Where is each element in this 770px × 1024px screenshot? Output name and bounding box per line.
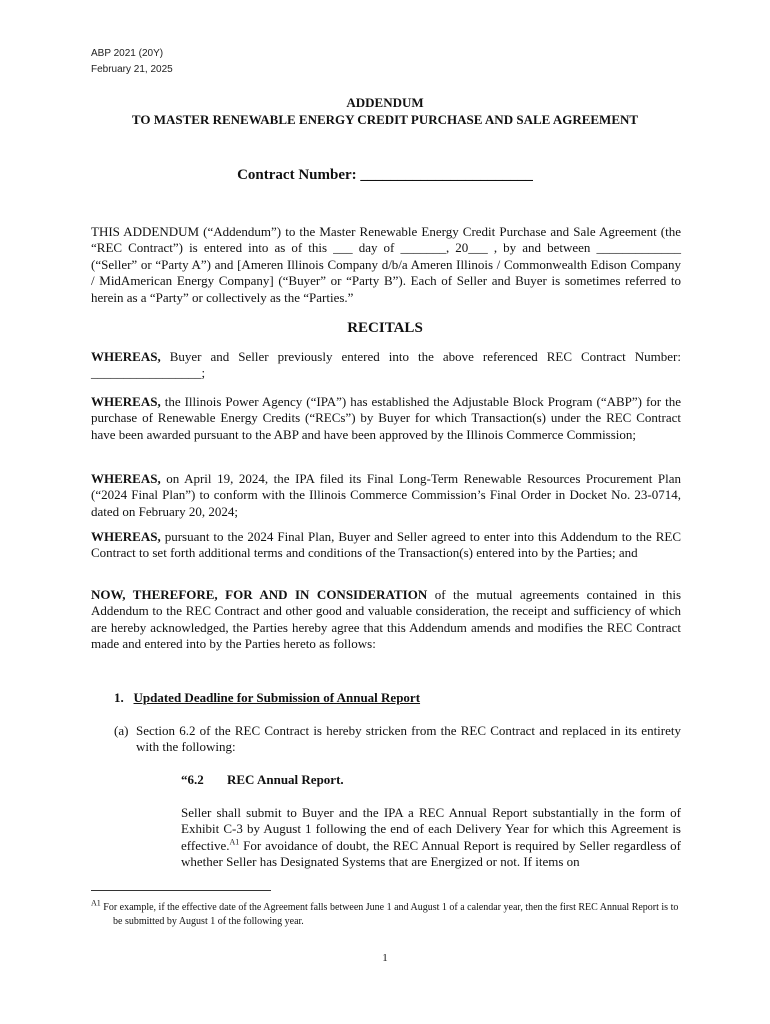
recital-paragraph-2: [91, 394, 681, 443]
recital-lead: WHEREAS,: [91, 471, 161, 486]
recital-text: the Illinois Power Agency (“IPA”) has established the Adjustable Block Program (“ABP”) for the purchase of Renewable Energy Credits (“RECs”) by Buyer for which Transaction(s) under the REC Contract have been awarded pursuant to the ABP and have been approved by the Illinois Commerce Commission;: [91, 394, 681, 442]
section-1-title: Updated Deadline for Submission of Annual Report: [133, 690, 421, 705]
consideration-paragraph: [91, 587, 681, 653]
subsection-number: “6.2: [181, 772, 204, 787]
item-a-text: Section 6.2 of the REC Contract is hereby stricken from the REC Contract and replaced in its entirety with the following:: [136, 723, 681, 755]
footnote-divider: [91, 890, 271, 891]
consideration-text: of the mutual agreements contained in this Addendum to the REC Contract and other good and valuable consideration, the receipt and sufficiency of which are hereby acknowledged, the Parties hereby agree that this Addendum amends and modifies the REC Contract made and entered into by the Parties hereto as follows:: [91, 587, 682, 652]
page-number: 1: [382, 952, 388, 964]
subsection-6-2-text: [181, 805, 681, 871]
section-1-number: 1.: [114, 690, 124, 705]
doc-title-line2: TO MASTER RENEWABLE ENERGY CREDIT PURCHASE AND SALE AGREEMENT: [131, 112, 639, 127]
footnote-text: For example, if the effective date of the Agreement falls between June 1 and August 1 of a calendar year, then the first REC Annual Report is to be submitted by August 1 of the following year.: [100, 902, 679, 927]
recital-paragraph-1: [91, 349, 681, 382]
recital-text: Buyer and Seller previously entered into the above referenced REC Contract Number: _________________;: [91, 349, 681, 381]
quote-text-after: For avoidance of doubt, the REC Annual Report is required by Seller regardless of whether Seller has Designated Systems that are Energized or not. If items on: [181, 837, 681, 870]
section-1-heading: [114, 689, 420, 706]
intro-paragraph: THIS ADDENDUM (“Addendum”) to the Master Renewable Energy Credit Purchase and Sale Agreement (the “REC Contract”) is entered into as of this ___ day of _______, 20___ , by and between _____________ (“Seller” or “Party A”) and [Ameren Illinois Company d/b/a Ameren Illinois / Commonwealth Edison Company / MidAmerican Energy Company] (“Buyer” or “Party B”). Each of Seller and Buyer is sometimes referred to herein as a “Party” or collectively as the “Parties.”: [91, 224, 681, 305]
footnote-reference[interactable]: A1: [229, 837, 240, 847]
recital-text: pursuant to the 2024 Final Plan, Buyer and Seller agreed to enter into this Addendum to the REC Contract to set forth additional terms and conditions of the Transaction(s) entered into by the Parties; and: [91, 529, 681, 561]
recital-lead: WHEREAS,: [91, 529, 161, 544]
recitals-heading: RECITALS: [347, 320, 423, 336]
recital-text: on April 19, 2024, the IPA filed its Final Long-Term Renewable Resources Procurement Plan (“2024 Final Plan”) to conform with the Illinois Commerce Commission’s Final Order in Docket No. 23-0714, dated on February 20, 2024;: [91, 471, 681, 519]
footnote: [91, 898, 681, 929]
doc-title-line1: ADDENDUM: [346, 95, 424, 110]
quote-text-before: Seller shall submit to Buyer and the IPA a REC Annual Report substantially in the form of Exhibit C-3 by August 1 following the end of each Delivery Year for which this Agreement is effective.: [181, 805, 681, 853]
doc-code: ABP 2021 (20Y): [91, 48, 164, 59]
item-a-label: (a): [114, 723, 129, 738]
contract-number-label: Contract Number: _______________________: [237, 167, 533, 183]
recital-paragraph-3: [91, 471, 681, 520]
footnote-mark: A1: [91, 898, 101, 908]
doc-date: February 21, 2025: [91, 64, 173, 75]
section-1-item-a: [114, 723, 681, 756]
subsection-6-2-heading: [181, 771, 344, 788]
recital-lead: WHEREAS,: [91, 349, 161, 364]
consideration-lead: NOW, THEREFORE, FOR AND IN CONSIDERATION: [91, 587, 428, 602]
recital-lead: WHEREAS,: [91, 394, 161, 409]
subsection-title: REC Annual Report.: [227, 772, 344, 787]
recital-paragraph-4: [91, 529, 681, 562]
